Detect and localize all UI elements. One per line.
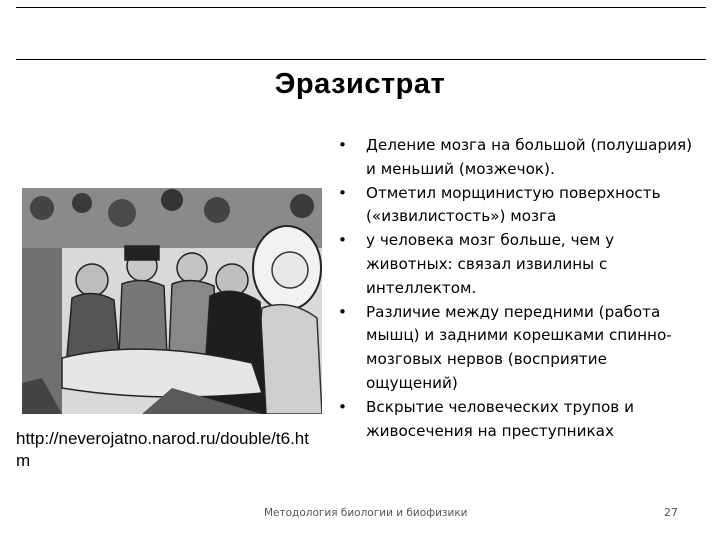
- bullet-item: [336, 229, 696, 300]
- footer-text: Методология биологии и биофизики: [264, 507, 468, 519]
- bullet-text: у человека мозг больше, чем у животных: связал извилины с интеллектом.: [366, 231, 615, 297]
- bullet-item: [336, 182, 696, 230]
- bullet-text: Отметил морщинистую поверхность («извилистость») мозга: [366, 183, 661, 226]
- bullet-text: Деление мозга на большой (полушария) и меньший (мозжечок).: [366, 136, 693, 178]
- bullet-item: [336, 396, 696, 444]
- top-rule: [16, 7, 706, 8]
- bullet-dot-icon: •: [338, 136, 347, 154]
- bullet-dot-icon: •: [338, 302, 347, 321]
- title-rule: [16, 59, 706, 60]
- bullet-dot-icon: •: [338, 397, 347, 416]
- medieval-dissection-illustration: [22, 188, 322, 414]
- bullet-item: [336, 134, 696, 182]
- bullet-list: [336, 134, 696, 443]
- page-number: 27: [664, 506, 678, 519]
- bullet-text: Вскрытие человеческих трупов и живосечения на преступниках: [366, 397, 634, 440]
- image-source-link[interactable]: http://neverojatno.narod.ru/double/t6.htm: [16, 429, 309, 470]
- slide-title-container: [0, 68, 720, 101]
- slide-title: Эразистрат: [274, 68, 446, 100]
- bullet-dot-icon: •: [338, 183, 347, 202]
- bullet-item: [336, 301, 696, 396]
- bullet-text: Различие между передними (работа мышц) и задними корешками спинно-мозговых нервов (восприятие ощущений): [366, 302, 672, 392]
- bullet-dot-icon: •: [338, 231, 347, 250]
